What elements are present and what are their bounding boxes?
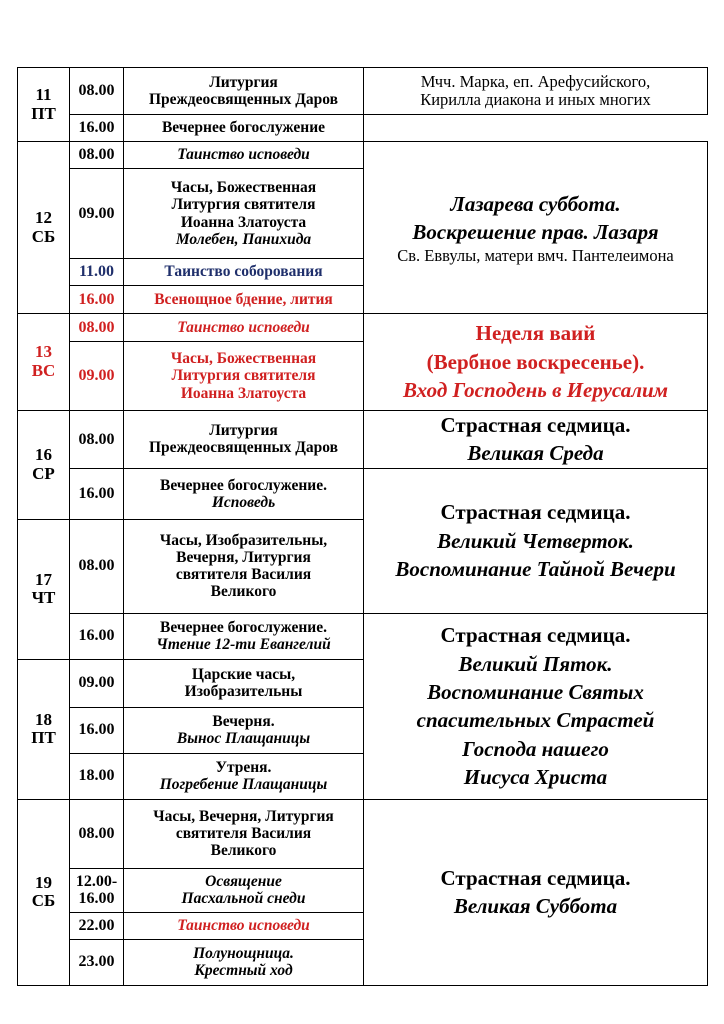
weekday: СБ (31, 891, 56, 911)
feast-line: Вход Господень в Иерусалим (402, 378, 669, 403)
service-line: Литургия (209, 73, 278, 91)
feast-line: Страстная седмица. (440, 865, 631, 890)
day-number: 13 (35, 342, 52, 362)
feast-line: Иисуса Христа (463, 764, 608, 789)
service-line: Полунощница. (193, 945, 294, 963)
date-cell (18, 314, 70, 411)
service-line: Исповедь (211, 493, 276, 511)
day-number: 16 (35, 445, 52, 465)
service-line: Часы, Божественная (170, 350, 317, 368)
service-line: Вечерня, Литургия (176, 549, 311, 567)
feast-line: Великая Среда (467, 441, 604, 466)
feast-line: (Вербное воскресенье). (426, 349, 645, 374)
service-line: Часы, Божественная (170, 179, 317, 197)
date-cell (18, 659, 70, 799)
table-row (18, 314, 708, 342)
time-cell: 08.00 (70, 799, 124, 868)
schedule-table (17, 67, 708, 986)
feast-cell (364, 142, 708, 314)
date-cell (18, 142, 70, 314)
service-line: Чтение 12-ти Евангелий (156, 636, 331, 654)
feast-line: Господа нашего (462, 736, 609, 761)
service-cell (124, 868, 364, 912)
time-cell: 09.00 (70, 659, 124, 707)
date-cell (18, 519, 70, 659)
service-cell (124, 468, 364, 519)
time-cell: 08.00 (70, 142, 124, 169)
day-number: 18 (35, 709, 52, 729)
service-cell: Вечернее богослужение (124, 115, 364, 142)
service-line: Вечернее богослужение. (160, 476, 327, 494)
feast-cell (364, 468, 708, 613)
table-row (18, 68, 708, 115)
time-cell: 08.00 (70, 68, 124, 115)
service-cell (124, 753, 364, 799)
service-line: Пасхальной снеди (181, 890, 306, 908)
feast-line: Лазарева суббота. (450, 192, 621, 217)
service-line: святителя Василия (175, 825, 312, 843)
service-cell (124, 169, 364, 259)
table-row (18, 468, 708, 519)
table-row (18, 411, 708, 469)
feast-line: Страстная седмица. (440, 413, 631, 437)
time-line: 16.00 (78, 890, 115, 908)
feast-line: Воспоминание Святых (427, 679, 644, 704)
service-line: Крестный ход (194, 962, 293, 980)
feast-cell (364, 68, 708, 115)
time-cell: 22.00 (70, 912, 124, 939)
table-row (18, 799, 708, 868)
service-cell: Таинство исповеди (124, 314, 364, 342)
service-line: Преждеосвященных Даров (148, 91, 339, 108)
feast-line: спасительных Страстей (416, 708, 655, 733)
day-number: 12 (35, 207, 52, 227)
day-number: 19 (35, 872, 52, 892)
feast-line: Страстная седмица. (440, 623, 631, 648)
feast-cell (364, 799, 708, 985)
service-line: Царские часы, (191, 666, 296, 684)
table-row (18, 115, 708, 142)
time-cell: 16.00 (70, 707, 124, 753)
feast-line: Воспоминание Тайной Вечери (395, 556, 676, 581)
service-line: Литургия святителя (171, 196, 316, 214)
service-line: Освящение (205, 873, 282, 891)
service-cell (124, 342, 364, 411)
time-cell: 16.00 (70, 286, 124, 314)
time-cell: 23.00 (70, 939, 124, 985)
date-cell (18, 411, 70, 520)
service-line: Часы, Вечерня, Литургия (153, 808, 334, 826)
service-cell: Таинство исповеди (124, 142, 364, 169)
service-line: Утреня. (215, 759, 272, 777)
feast-line: Страстная седмица. (440, 500, 631, 525)
time-cell: 09.00 (70, 342, 124, 411)
table-row (18, 142, 708, 169)
service-line: Иоанна Златоуста (180, 213, 307, 231)
time-cell: 11.00 (70, 259, 124, 286)
time-cell: 09.00 (70, 169, 124, 259)
date-cell (18, 68, 70, 142)
service-cell (124, 707, 364, 753)
feast-line: Великая Суббота (453, 894, 618, 919)
time-cell: 16.00 (70, 613, 124, 659)
time-cell: 18.00 (70, 753, 124, 799)
weekday: ПТ (31, 103, 56, 123)
feast-line: Воскрешение прав. Лазаря (412, 220, 659, 245)
service-line: святителя Василия (175, 566, 312, 584)
service-line: Вечерня. (212, 713, 275, 731)
time-cell: 08.00 (70, 314, 124, 342)
weekday: ВС (31, 361, 56, 380)
service-line: Преждеосвященных Даров (148, 439, 339, 457)
service-line: Часы, Изобразительны, (159, 532, 328, 550)
weekday: СБ (31, 226, 56, 246)
date-cell (18, 799, 70, 985)
service-line: Вынос Плащаницы (176, 730, 311, 748)
service-cell (124, 799, 364, 868)
feast-line: Неделя ваий (475, 321, 596, 346)
feast-line: Мчч. Марка, еп. Арефусийского, (420, 71, 651, 91)
service-line: Литургия (209, 422, 278, 440)
feast-cell (364, 314, 708, 411)
service-cell (124, 519, 364, 613)
time-cell: 16.00 (70, 115, 124, 142)
time-cell (70, 868, 124, 912)
service-line: Великого (210, 583, 277, 601)
day-number: 11 (35, 84, 52, 104)
service-cell: Всенощное бдение, лития (124, 286, 364, 314)
weekday: СР (32, 463, 55, 483)
weekday: ЧТ (31, 588, 56, 608)
weekday: ПТ (31, 728, 56, 748)
service-line: Погребение Плащаницы (159, 776, 328, 794)
service-cell (124, 613, 364, 659)
service-cell: Таинство исповеди (124, 912, 364, 939)
table-row (18, 613, 708, 659)
feast-cell (364, 411, 708, 469)
time-cell: 08.00 (70, 411, 124, 469)
time-cell: 08.00 (70, 519, 124, 613)
service-cell (124, 68, 364, 115)
feast-line: Св. Еввулы, матери вмч. Пантелеимона (397, 245, 674, 265)
feast-line: Кирилла диакона и иных многих (420, 90, 651, 109)
time-cell: 16.00 (70, 468, 124, 519)
service-cell (124, 659, 364, 707)
time-line: 12.00- (75, 872, 118, 890)
service-cell (124, 411, 364, 469)
service-line: Молебен, Панихида (175, 230, 312, 248)
service-line: Великого (210, 842, 277, 860)
feast-line: Великий Четверток. (437, 528, 634, 553)
service-line: Иоанна Златоуста (180, 384, 307, 402)
service-line: Изобразительны (184, 683, 303, 701)
service-cell (124, 939, 364, 985)
feast-cell (364, 613, 708, 799)
service-line: Вечернее богослужение. (160, 619, 327, 637)
feast-line: Великий Пяток. (458, 651, 613, 676)
day-number: 17 (35, 569, 52, 589)
service-cell: Таинство соборования (124, 259, 364, 286)
service-line: Литургия святителя (171, 367, 316, 385)
